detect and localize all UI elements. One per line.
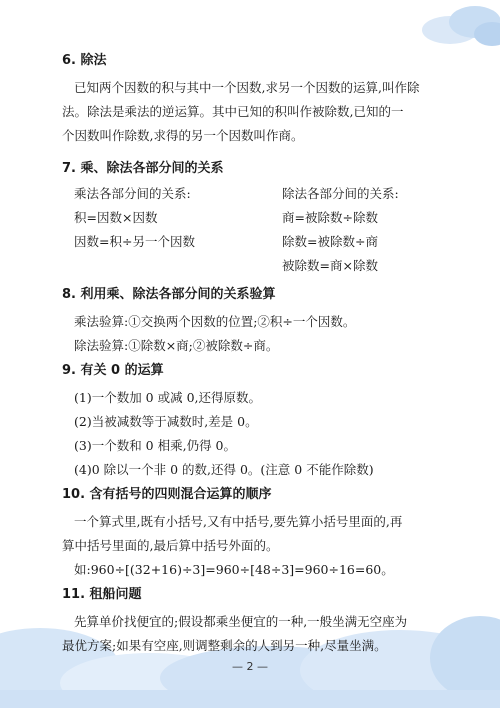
text-line: 先算单价找便宜的;假设都乘坐便宜的一种,一般坐满无空座为 <box>74 614 408 629</box>
example-formula: 如:960÷[(32+16)÷3]=960÷[48÷3]=960÷16=60。 <box>74 562 394 577</box>
section-7 <box>62 158 470 278</box>
multiplication-relations <box>62 182 270 278</box>
text-line: 最优方案;如果有空座,则调整剩余的人到另一种,尽量坐满。 <box>62 638 387 653</box>
text-line: 除法各部分间的关系: <box>282 186 399 201</box>
section-10 <box>62 484 402 582</box>
formula: 商=被除数÷除数 <box>282 210 378 225</box>
formula: 因数=积÷另一个因数 <box>74 234 195 249</box>
section-title: 9. 有关 0 的运算 <box>62 363 164 378</box>
formula: 被除数=商×除数 <box>282 258 378 273</box>
page-number: — 2 — <box>232 660 268 673</box>
formula: 积=因数×因数 <box>74 210 158 225</box>
section-title: 7. 乘、除法各部分间的关系 <box>62 161 224 176</box>
section-9 <box>62 360 374 482</box>
text-line: 除法验算:①除数×商;②被除数÷商。 <box>74 338 279 353</box>
section-8 <box>62 284 355 358</box>
section-title: 10. 含有括号的四则混合运算的顺序 <box>62 487 272 502</box>
text-line: (3)一个数和 0 相乘,仍得 0。 <box>74 438 237 453</box>
section-title: 8. 利用乘、除法各部分间的关系验算 <box>62 287 276 302</box>
paragraph-line: 已知两个因数的积与其中一个因数,求另一个因数的运算,叫作除 <box>74 80 420 95</box>
text-line: 一个算式里,既有小括号,又有中括号,要先算小括号里面的,再 <box>74 514 403 529</box>
text-line: (4)0 除以一个非 0 的数,还得 0。(注意 0 不能作除数) <box>74 462 374 477</box>
section-11 <box>62 584 407 658</box>
division-relations <box>270 182 470 278</box>
text-line: 乘法验算:①交换两个因数的位置;②积÷一个因数。 <box>74 314 356 329</box>
paragraph-line: 个因数叫作除数,求得的另一个因数叫作商。 <box>62 128 304 143</box>
text-line: (2)当被减数等于减数时,差是 0。 <box>74 414 258 429</box>
section-title: 6. 除法 <box>62 53 107 68</box>
text-line: (1)一个数加 0 或减 0,还得原数。 <box>74 390 262 405</box>
section-6 <box>62 50 419 148</box>
formula: 除数=被除数÷商 <box>282 234 378 249</box>
paragraph-line: 法。除法是乘法的逆运算。其中已知的积叫作被除数,已知的一 <box>62 104 404 119</box>
text-line: 乘法各部分间的关系: <box>74 186 191 201</box>
text-line: 算中括号里面的,最后算中括号外面的。 <box>62 538 279 553</box>
section-title: 11. 租船问题 <box>62 587 142 602</box>
